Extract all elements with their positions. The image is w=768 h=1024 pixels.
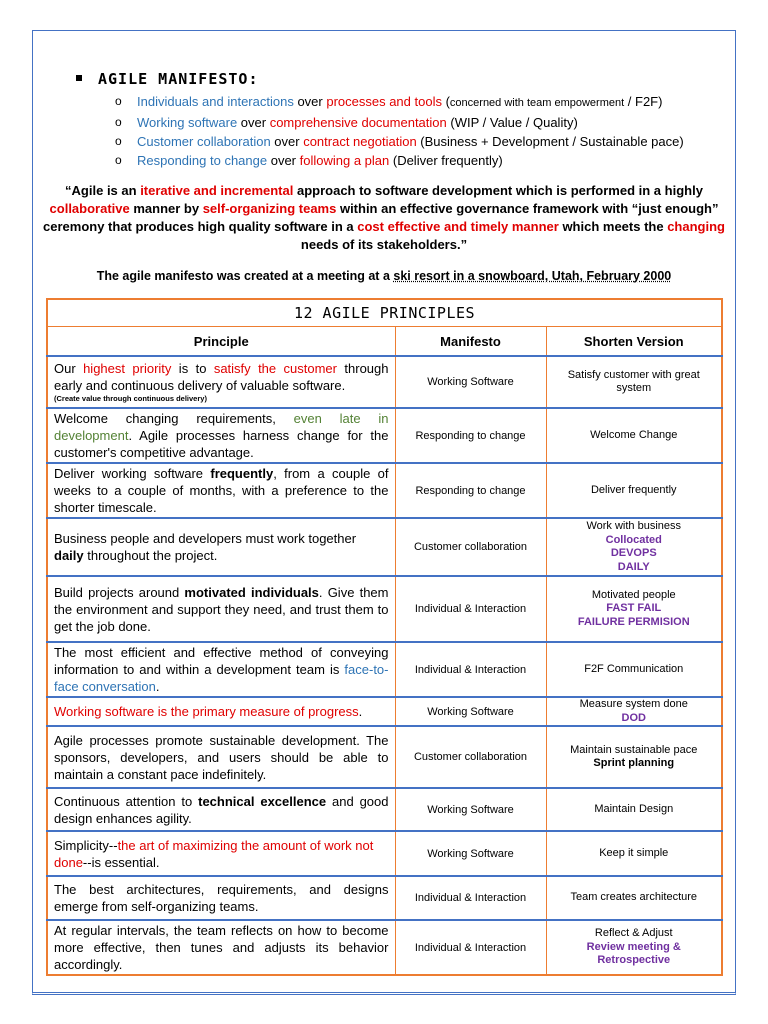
manifesto-item — [115, 132, 750, 151]
table-row — [47, 518, 722, 576]
shorten-cell: Measure system done DOD — [546, 697, 722, 726]
table-row — [47, 463, 722, 518]
table-title-text: 12 AGILE PRINCIPLES — [293, 304, 476, 322]
principle-cell: The best architectures, requirements, and designs emerge from self-organizing teams. — [47, 876, 395, 920]
manifesto-cell: Customer collaboration — [395, 726, 546, 788]
principle-cell: Business people and developers must work together daily throughout the project. — [47, 518, 395, 576]
over-word: over — [237, 115, 270, 130]
manifesto-cell: Working Software — [395, 831, 546, 876]
table-row — [47, 408, 722, 463]
manifesto-cell: Responding to change — [395, 463, 546, 518]
principle-cell: Deliver working software frequently, from a couple of weeks to a couple of months, with a preference to the shorter timescale. — [47, 463, 395, 518]
shorten-cell: Welcome Change — [546, 408, 722, 463]
manifesto-section — [70, 70, 750, 170]
value-note-small: concerned with team empowerment — [449, 97, 625, 109]
shorten-cell: F2F Communication — [546, 642, 722, 697]
manifesto-title-text: AGILE MANIFESTO: — [98, 70, 259, 88]
agile-definition-quote — [40, 182, 728, 254]
origin-prefix: The agile manifesto was created at a meeting at a — [96, 269, 394, 283]
shorten-cell: Maintain sustainable pace Sprint planning — [546, 726, 722, 788]
shorten-cell: Reflect & Adjust Review meeting & Retrospective — [546, 920, 722, 975]
quote-highlight: cost effective and timely manner — [357, 219, 559, 234]
value-note: (WIP / Value / Quality) — [446, 115, 578, 130]
circle-bullet-icon: o — [115, 115, 122, 129]
origin-place: ski resort in a snowboard, Utah, February 2000 — [393, 269, 672, 283]
table-row — [47, 642, 722, 697]
quote-text: which meets the — [558, 219, 668, 234]
value-left: Working software — [137, 115, 238, 130]
shorten-cell: Deliver frequently — [546, 463, 722, 518]
circle-bullet-icon: o — [115, 134, 122, 148]
shorten-cell: Team creates architecture — [546, 876, 722, 920]
quote-text: within an effective governance framework with “just enough” ceremony that produces high quality software in a — [43, 201, 719, 234]
shorten-cell: Keep it simple — [546, 831, 722, 876]
over-word: over — [293, 94, 327, 109]
column-header-shorten: Shorten Version — [546, 327, 722, 357]
over-word: over — [267, 153, 300, 168]
manifesto-list — [70, 92, 750, 170]
manifesto-item — [115, 151, 750, 170]
quote-text: manner by — [129, 201, 203, 216]
table-title — [47, 299, 722, 327]
value-note: (Business + Development / Sustainable pace) — [416, 134, 684, 149]
table-row — [47, 831, 722, 876]
quote-highlight: iterative and incremental — [140, 183, 294, 198]
manifesto-title — [70, 70, 750, 88]
manifesto-cell: Individual & Interaction — [395, 576, 546, 642]
principle-cell: Simplicity--the art of maximizing the amount of work not done--is essential. — [47, 831, 395, 876]
circle-bullet-icon: o — [115, 94, 122, 108]
value-right: processes and tools — [326, 94, 442, 109]
principle-cell: Welcome changing requirements, even late in development. Agile processes harness change for the customer's competitive advantage. — [47, 408, 395, 463]
over-word: over — [270, 134, 304, 149]
principle-cell: Agile processes promote sustainable development. The sponsors, developers, and users should be able to maintain a constant pace indefinitely. — [47, 726, 395, 788]
table-row — [47, 788, 722, 831]
manifesto-item — [115, 92, 750, 113]
principle-cell: Continuous attention to technical excellence and good design enhances agility. — [47, 788, 395, 831]
table-row — [47, 697, 722, 726]
value-note-end: / F2F) — [624, 94, 663, 109]
table-row — [47, 876, 722, 920]
value-left: Customer collaboration — [137, 134, 271, 149]
principles-table — [46, 298, 723, 976]
circle-bullet-icon: o — [115, 153, 122, 167]
manifesto-cell: Individual & Interaction — [395, 920, 546, 975]
manifesto-cell: Working Software — [395, 356, 546, 408]
column-header-principle: Principle — [47, 327, 395, 357]
shorten-cell: Maintain Design — [546, 788, 722, 831]
value-right: contract negotiation — [303, 134, 417, 149]
value-note: (Deliver frequently) — [389, 153, 503, 168]
square-bullet-icon — [76, 75, 82, 81]
manifesto-cell: Individual & Interaction — [395, 642, 546, 697]
shorten-cell: Motivated people FAST FAIL FAILURE PERMISION — [546, 576, 722, 642]
manifesto-cell: Responding to change — [395, 408, 546, 463]
quote-highlight: changing — [667, 219, 725, 234]
shorten-cell: Satisfy customer with great system — [546, 356, 722, 408]
table-row — [47, 576, 722, 642]
manifesto-cell: Individual & Interaction — [395, 876, 546, 920]
shorten-cell: Work with business Collocated DEVOPS DAILY — [546, 518, 722, 576]
principle-cell: Working software is the primary measure of progress. — [47, 697, 395, 726]
principle-cell: At regular intervals, the team reflects on how to become more effective, then tunes and adjusts its behavior accordingly. — [47, 920, 395, 975]
value-right: following a plan — [299, 153, 390, 168]
quote-text: approach to software development which is performed in a highly — [293, 183, 703, 198]
table-row — [47, 356, 722, 408]
quote-text: needs of its stakeholders.” — [300, 237, 468, 252]
value-right: comprehensive documentation — [269, 115, 447, 130]
manifesto-cell: Customer collaboration — [395, 518, 546, 576]
table-row — [47, 726, 722, 788]
principle-cell: The most efficient and effective method of conveying information to and within a development team is face-to-face conversation. — [47, 642, 395, 697]
manifesto-item — [115, 113, 750, 132]
manifesto-origin-note — [40, 269, 728, 283]
manifesto-cell: Working Software — [395, 697, 546, 726]
principle-cell: Build projects around motivated individuals. Give them the environment and support they need, and trust them to get the job done. — [47, 576, 395, 642]
value-left: Individuals and interactions — [137, 94, 294, 109]
quote-text: “Agile is an — [65, 183, 141, 198]
value-note: ( — [441, 94, 450, 109]
quote-highlight: self-organizing teams — [202, 201, 337, 216]
quote-highlight: collaborative — [49, 201, 130, 216]
value-left: Responding to change — [137, 153, 268, 168]
column-header-manifesto: Manifesto — [395, 327, 546, 357]
manifesto-cell: Working Software — [395, 788, 546, 831]
principle-cell: Our highest priority is to satisfy the customer through early and continuous delivery of valuable software. (Create value through continuous delivery) — [47, 356, 395, 408]
table-row — [47, 920, 722, 975]
